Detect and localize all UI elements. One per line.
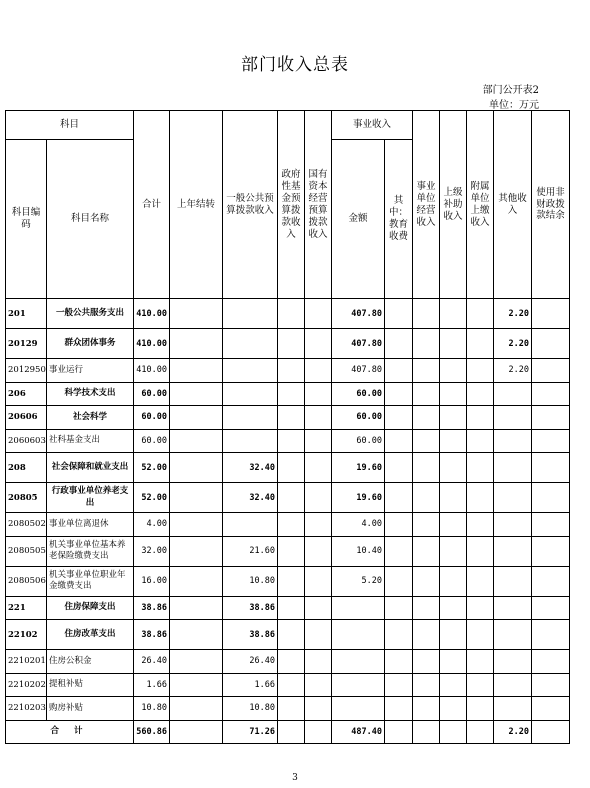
cell-code: 2080502 (6, 513, 47, 537)
cell-upper (440, 406, 467, 430)
cell-upper (440, 536, 467, 566)
cell-affiliated (467, 483, 494, 513)
cell-carryover (170, 453, 223, 483)
cell-upper (440, 329, 467, 359)
cell-state-capital (305, 596, 332, 620)
cell-general: 26.40 (223, 650, 278, 674)
cell-amount (332, 650, 385, 674)
cell-operation (413, 596, 440, 620)
cell-carryover (170, 673, 223, 697)
cell-state-capital (305, 673, 332, 697)
cell-total: 4.00 (134, 513, 170, 537)
header-total: 合计 (134, 111, 170, 299)
cell-non-fiscal (532, 359, 570, 383)
table-row (6, 697, 570, 721)
cell-name: 科学技术支出 (47, 382, 134, 406)
cell-code: 2210201 (6, 650, 47, 674)
cell-operation (413, 513, 440, 537)
header-business-operation: 事业单位经营收入 (413, 111, 440, 299)
cell-code: 2080506 (6, 566, 47, 596)
cell-amount: 487.40 (332, 720, 385, 744)
cell-name: 群众团体事务 (47, 329, 134, 359)
cell-total: 60.00 (134, 406, 170, 430)
cell-carryover (170, 650, 223, 674)
cell-edu (385, 299, 413, 329)
cell-state-capital (305, 359, 332, 383)
cell-general: 1.66 (223, 673, 278, 697)
cell-amount: 19.60 (332, 483, 385, 513)
cell-total: 560.86 (134, 720, 170, 744)
page-number: 3 (292, 773, 298, 783)
header-name: 科目名称 (47, 140, 134, 299)
cell-state-capital (305, 483, 332, 513)
cell-operation (413, 382, 440, 406)
cell-state-capital (305, 620, 332, 650)
table-row (6, 453, 570, 483)
income-summary-table (5, 110, 570, 744)
table-row (6, 513, 570, 537)
cell-code: 208 (6, 453, 47, 483)
cell-amount: 19.60 (332, 453, 385, 483)
cell-edu (385, 566, 413, 596)
cell-name: 行政事业单位养老支出 (47, 483, 134, 513)
header-affiliated-turnover: 附属单位上缴收入 (467, 111, 494, 299)
cell-other (494, 536, 532, 566)
cell-code: 2012950 (6, 359, 47, 383)
cell-state-capital (305, 566, 332, 596)
cell-name: 住房保障支出 (47, 596, 134, 620)
cell-operation (413, 406, 440, 430)
cell-total: 38.86 (134, 620, 170, 650)
header-carryover: 上年结转 (170, 111, 223, 299)
cell-general: 10.80 (223, 697, 278, 721)
cell-general (223, 429, 278, 453)
cell-carryover (170, 429, 223, 453)
cell-general: 10.80 (223, 566, 278, 596)
cell-affiliated (467, 566, 494, 596)
cell-edu (385, 483, 413, 513)
cell-carryover (170, 596, 223, 620)
total-label: 合 计 (6, 720, 134, 744)
table-row (6, 596, 570, 620)
cell-other (494, 596, 532, 620)
cell-upper (440, 382, 467, 406)
cell-upper (440, 299, 467, 329)
cell-non-fiscal (532, 429, 570, 453)
cell-general: 71.26 (223, 720, 278, 744)
cell-amount: 4.00 (332, 513, 385, 537)
cell-name: 事业单位离退休 (47, 513, 134, 537)
cell-non-fiscal (532, 650, 570, 674)
cell-gov-fund (278, 382, 305, 406)
form-number: 部门公开表2 (482, 85, 539, 96)
table-row (6, 299, 570, 329)
header-other: 其他收入 (494, 111, 532, 299)
cell-name: 社会保障和就业支出 (47, 453, 134, 483)
cell-affiliated (467, 650, 494, 674)
cell-state-capital (305, 453, 332, 483)
cell-carryover (170, 483, 223, 513)
cell-general (223, 513, 278, 537)
cell-edu (385, 513, 413, 537)
cell-affiliated (467, 299, 494, 329)
header-general-budget: 一般公共预算拨款收入 (223, 111, 278, 299)
cell-operation (413, 620, 440, 650)
cell-affiliated (467, 513, 494, 537)
cell-state-capital (305, 650, 332, 674)
cell-edu (385, 536, 413, 566)
header-amount: 金额 (332, 140, 385, 299)
cell-other (494, 406, 532, 430)
cell-operation (413, 650, 440, 674)
cell-total: 32.00 (134, 536, 170, 566)
cell-affiliated (467, 620, 494, 650)
cell-affiliated (467, 596, 494, 620)
unit-label: 单位：万元 (489, 100, 539, 111)
cell-amount (332, 620, 385, 650)
table-row (6, 359, 570, 383)
table-row (6, 329, 570, 359)
cell-upper (440, 429, 467, 453)
cell-general (223, 299, 278, 329)
cell-upper (440, 650, 467, 674)
cell-other (494, 620, 532, 650)
cell-carryover (170, 536, 223, 566)
cell-operation (413, 299, 440, 329)
cell-total: 38.86 (134, 596, 170, 620)
cell-non-fiscal (532, 697, 570, 721)
cell-carryover (170, 720, 223, 744)
cell-edu (385, 650, 413, 674)
cell-carryover (170, 382, 223, 406)
cell-state-capital (305, 429, 332, 453)
cell-gov-fund (278, 566, 305, 596)
cell-gov-fund (278, 513, 305, 537)
cell-upper (440, 483, 467, 513)
cell-edu (385, 406, 413, 430)
cell-other: 2.20 (494, 720, 532, 744)
cell-edu (385, 673, 413, 697)
header-code: 科目编码 (6, 140, 47, 299)
cell-other (494, 453, 532, 483)
cell-other (494, 382, 532, 406)
table-row (6, 536, 570, 566)
cell-code: 22102 (6, 620, 47, 650)
total-row (6, 720, 570, 744)
cell-edu (385, 429, 413, 453)
cell-name: 机关事业单位职业年金缴费支出 (47, 566, 134, 596)
cell-edu (385, 382, 413, 406)
cell-operation (413, 483, 440, 513)
header-business-income: 事业收入 (332, 111, 413, 140)
cell-upper (440, 596, 467, 620)
cell-non-fiscal (532, 299, 570, 329)
cell-gov-fund (278, 650, 305, 674)
header-edu-fee: 其中：教育收费 (385, 140, 413, 299)
cell-carryover (170, 566, 223, 596)
cell-other: 2.20 (494, 329, 532, 359)
cell-name: 住房改革支出 (47, 620, 134, 650)
header-state-capital: 国有资本经营预算拨款收入 (305, 111, 332, 299)
table-row (6, 429, 570, 453)
page-title: 部门收入总表 (241, 55, 349, 75)
cell-operation (413, 536, 440, 566)
cell-other (494, 650, 532, 674)
cell-amount: 60.00 (332, 382, 385, 406)
cell-code: 20805 (6, 483, 47, 513)
cell-non-fiscal (532, 406, 570, 430)
cell-code: 2080505 (6, 536, 47, 566)
cell-operation (413, 673, 440, 697)
cell-gov-fund (278, 697, 305, 721)
cell-edu (385, 720, 413, 744)
cell-upper (440, 513, 467, 537)
cell-upper (440, 359, 467, 383)
cell-state-capital (305, 299, 332, 329)
cell-carryover (170, 329, 223, 359)
cell-gov-fund (278, 329, 305, 359)
cell-code: 20129 (6, 329, 47, 359)
cell-edu (385, 359, 413, 383)
cell-code: 2060603 (6, 429, 47, 453)
cell-gov-fund (278, 720, 305, 744)
cell-carryover (170, 620, 223, 650)
cell-general (223, 382, 278, 406)
cell-affiliated (467, 382, 494, 406)
table-row (6, 406, 570, 430)
cell-name: 购房补贴 (47, 697, 134, 721)
cell-name: 机关事业单位基本养老保险缴费支出 (47, 536, 134, 566)
cell-code: 2210202 (6, 673, 47, 697)
header-subject: 科目 (6, 111, 134, 140)
cell-total: 16.00 (134, 566, 170, 596)
cell-total: 1.66 (134, 673, 170, 697)
cell-total: 26.40 (134, 650, 170, 674)
cell-gov-fund (278, 596, 305, 620)
cell-operation (413, 697, 440, 721)
cell-name: 事业运行 (47, 359, 134, 383)
cell-amount (332, 697, 385, 721)
cell-non-fiscal (532, 382, 570, 406)
cell-amount: 60.00 (332, 406, 385, 430)
cell-affiliated (467, 406, 494, 430)
cell-gov-fund (278, 483, 305, 513)
cell-affiliated (467, 453, 494, 483)
cell-state-capital (305, 329, 332, 359)
cell-affiliated (467, 697, 494, 721)
cell-total: 52.00 (134, 453, 170, 483)
cell-non-fiscal (532, 513, 570, 537)
cell-edu (385, 620, 413, 650)
cell-operation (413, 359, 440, 383)
cell-total: 410.00 (134, 329, 170, 359)
cell-amount (332, 673, 385, 697)
cell-non-fiscal (532, 673, 570, 697)
cell-state-capital (305, 513, 332, 537)
cell-edu (385, 329, 413, 359)
cell-name: 一般公共服务支出 (47, 299, 134, 329)
cell-name: 社会科学 (47, 406, 134, 430)
cell-operation (413, 429, 440, 453)
cell-operation (413, 329, 440, 359)
cell-general: 32.40 (223, 453, 278, 483)
cell-state-capital (305, 720, 332, 744)
cell-general (223, 406, 278, 430)
cell-non-fiscal (532, 453, 570, 483)
cell-general: 38.86 (223, 620, 278, 650)
table-row (6, 566, 570, 596)
table-row (6, 620, 570, 650)
table-row (6, 650, 570, 674)
cell-gov-fund (278, 429, 305, 453)
cell-total: 60.00 (134, 382, 170, 406)
cell-name: 提租补贴 (47, 673, 134, 697)
cell-name: 社科基金支出 (47, 429, 134, 453)
cell-operation (413, 453, 440, 483)
cell-carryover (170, 513, 223, 537)
cell-general: 38.86 (223, 596, 278, 620)
cell-state-capital (305, 406, 332, 430)
cell-general (223, 359, 278, 383)
cell-other (494, 429, 532, 453)
cell-code: 221 (6, 596, 47, 620)
cell-carryover (170, 697, 223, 721)
cell-other (494, 513, 532, 537)
cell-other (494, 697, 532, 721)
cell-other (494, 566, 532, 596)
cell-edu (385, 596, 413, 620)
cell-upper (440, 697, 467, 721)
header-gov-fund: 政府性基金预算拨款收入 (278, 111, 305, 299)
cell-non-fiscal (532, 483, 570, 513)
cell-amount: 407.80 (332, 299, 385, 329)
cell-code: 2210203 (6, 697, 47, 721)
table-row (6, 673, 570, 697)
cell-non-fiscal (532, 620, 570, 650)
cell-code: 20606 (6, 406, 47, 430)
cell-non-fiscal (532, 566, 570, 596)
table-row (6, 382, 570, 406)
cell-gov-fund (278, 299, 305, 329)
cell-carryover (170, 406, 223, 430)
cell-state-capital (305, 536, 332, 566)
cell-state-capital (305, 382, 332, 406)
header-non-fiscal-balance: 使用非财政拨款结余 (532, 111, 570, 299)
cell-code: 201 (6, 299, 47, 329)
cell-non-fiscal (532, 720, 570, 744)
cell-upper (440, 620, 467, 650)
table-row (6, 483, 570, 513)
cell-total: 52.00 (134, 483, 170, 513)
header-upper-subsidy: 上级补助收入 (440, 111, 467, 299)
cell-total: 410.00 (134, 359, 170, 383)
cell-carryover (170, 299, 223, 329)
cell-operation (413, 720, 440, 744)
cell-gov-fund (278, 536, 305, 566)
cell-amount: 407.80 (332, 329, 385, 359)
cell-affiliated (467, 536, 494, 566)
cell-non-fiscal (532, 596, 570, 620)
cell-state-capital (305, 697, 332, 721)
cell-gov-fund (278, 406, 305, 430)
cell-amount: 60.00 (332, 429, 385, 453)
cell-edu (385, 697, 413, 721)
cell-other (494, 483, 532, 513)
cell-other (494, 673, 532, 697)
cell-upper (440, 566, 467, 596)
cell-general (223, 329, 278, 359)
cell-upper (440, 453, 467, 483)
cell-gov-fund (278, 453, 305, 483)
cell-name: 住房公积金 (47, 650, 134, 674)
cell-total: 410.00 (134, 299, 170, 329)
cell-upper (440, 673, 467, 697)
cell-affiliated (467, 359, 494, 383)
cell-other: 2.20 (494, 359, 532, 383)
cell-total: 10.80 (134, 697, 170, 721)
cell-non-fiscal (532, 329, 570, 359)
cell-affiliated (467, 429, 494, 453)
cell-general: 32.40 (223, 483, 278, 513)
cell-other: 2.20 (494, 299, 532, 329)
cell-general: 21.60 (223, 536, 278, 566)
cell-non-fiscal (532, 536, 570, 566)
cell-affiliated (467, 720, 494, 744)
cell-amount (332, 596, 385, 620)
cell-total: 60.00 (134, 429, 170, 453)
cell-affiliated (467, 329, 494, 359)
cell-amount: 10.40 (332, 536, 385, 566)
cell-gov-fund (278, 359, 305, 383)
cell-edu (385, 453, 413, 483)
cell-amount: 5.20 (332, 566, 385, 596)
cell-amount: 407.80 (332, 359, 385, 383)
cell-upper (440, 720, 467, 744)
table-body (6, 299, 570, 744)
cell-gov-fund (278, 620, 305, 650)
cell-code: 206 (6, 382, 47, 406)
cell-affiliated (467, 673, 494, 697)
cell-operation (413, 566, 440, 596)
cell-carryover (170, 359, 223, 383)
cell-gov-fund (278, 673, 305, 697)
